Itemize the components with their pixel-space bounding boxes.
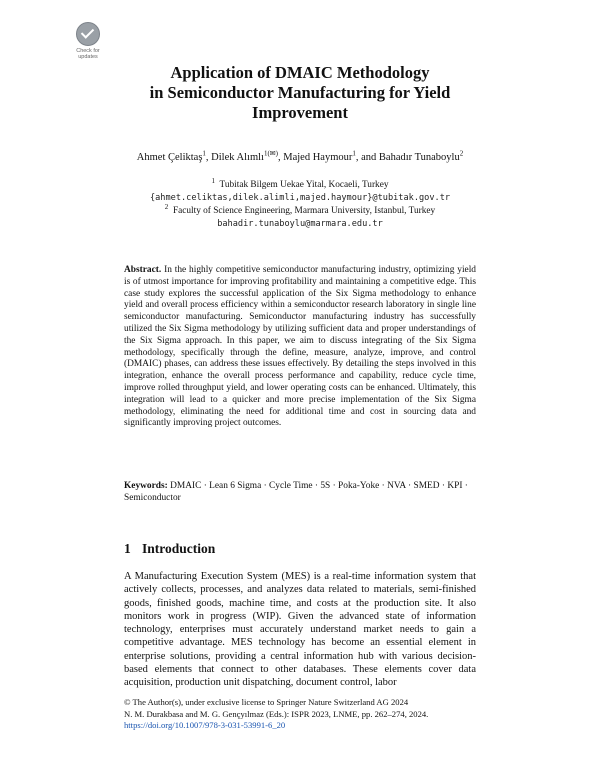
keywords-body: DMAIC · Lean 6 Sigma · Cycle Time · 5S · Poka-Yoke · NVA · SMED · KPI · Semiconductor	[124, 481, 468, 503]
copyright-line: © The Author(s), under exclusive license to Springer Nature Switzerland AG 2024	[124, 697, 409, 707]
author-1-affil: 1	[202, 149, 206, 158]
author-2-affil: 1(✉)	[263, 149, 278, 158]
author-4: Bahadır Tunaboylu	[378, 152, 460, 163]
author-list: Ahmet Çeliktaş$^1$, Dilek Alımlı$^{1(✉)}$, Majed Haymour$^1$, and Bahadır Tunaboylu$^2$	[136, 149, 464, 163]
section-title: Introduction	[142, 541, 216, 556]
author-1: Ahmet Çeliktaş	[136, 152, 203, 163]
footnote	[124, 697, 524, 732]
author-separator: , and	[355, 152, 379, 163]
check-icon	[76, 22, 100, 46]
check-for-updates-badge[interactable]	[70, 22, 106, 58]
affiliation-2-text: Faculty of Science Engineering, Marmara University, Istanbul, Turkey	[172, 206, 436, 216]
editors-line: N. M. Durakbasa and M. G. Gençyılmaz (Eds.): ISPR 2023, LNME, pp. 262–274, 2024.	[124, 708, 429, 719]
affiliation-2	[90, 202, 510, 217]
badge-label: Check for updates	[76, 48, 100, 60]
author-3-affil: 1	[352, 149, 356, 158]
affiliation-1-email[interactable]: {ahmet.celiktas,dilek.alimli,majed.haymour}@tubitak.gov.tr	[149, 193, 451, 203]
affiliation-1-text: Tubitak Bilgem Uekae Yital, Kocaeli, Turkey	[219, 180, 389, 190]
affiliation-1	[90, 176, 510, 191]
author-3: Majed Haymour	[283, 152, 353, 163]
affiliation-1-number: 1	[211, 176, 216, 185]
abstract-body: In the highly competitive semiconductor manufacturing industry, optimizing yield is of utmost importance for improving profitability and maintaining a competitive edge. This case study explores the successful application of the Six Sigma methodology to enhance yield and overall process efficiency within a semiconductor research laboratory in single line semiconductor manufacturing. Semiconductor manufacturing industry has successfully utilized the Six Sigma methodology by utilizing sufficient data and proper understandings of the Six Sigma approach. In this paper, we aim to discuss integrating of the Six Sigma methodology, specifically through the define, measure, analyze, improve, and control (DMAIC) phases, can address these issues effectively. By detailing the steps involved in this integration, enhance the overall process performance and capability, reduce cycle time, improve rolled throughput yield, and lower operating costs can be enhanced. Ultimately, this integration will lead to a quicker and more precise implementation of the Six Sigma methodology, eliminating the need for additional time and cost in sourcing data and significantly improving project outcomes.	[124, 265, 476, 429]
abstract-heading: Abstract.	[124, 265, 162, 275]
section-heading	[124, 541, 215, 557]
keywords-heading: Keywords:	[124, 481, 168, 491]
abstract	[124, 265, 476, 430]
affiliation-2-number: 2	[164, 202, 169, 211]
section-number: 1	[124, 541, 131, 556]
author-2: Dilek Alımlı	[211, 152, 264, 163]
paper-title	[100, 63, 500, 123]
title-line-2: in Semiconductor Manufacturing for Yield	[149, 83, 451, 102]
affiliation-2-email[interactable]: bahadir.tunaboylu@marmara.edu.tr	[217, 219, 383, 229]
title-line-1: Application of DMAIC Methodology	[170, 63, 430, 82]
doi-link[interactable]: https://doi.org/10.1007/978-3-031-53991-6_20	[124, 720, 286, 730]
introduction-paragraph: A Manufacturing Execution System (MES) is a real-time information system that actively collects, processes, and analyzes data related to materials, semi-finished goods, finished goods, machine time, and costs at the production site. It also monitors work in progress (WIP). Given the advanced state of information technology, enterprises must accurately understand market needs to gain a competitive advantage. MES technology has become an essential element in enterprise solutions, providing a central information hub with various decision-based elements that connect to other databases. These elements cover data acquisition, production unit dispatching, document control, labor	[124, 571, 476, 689]
title-line-3: Improvement	[252, 103, 348, 122]
author-4-affil: 2	[459, 149, 464, 158]
keywords	[124, 481, 476, 505]
